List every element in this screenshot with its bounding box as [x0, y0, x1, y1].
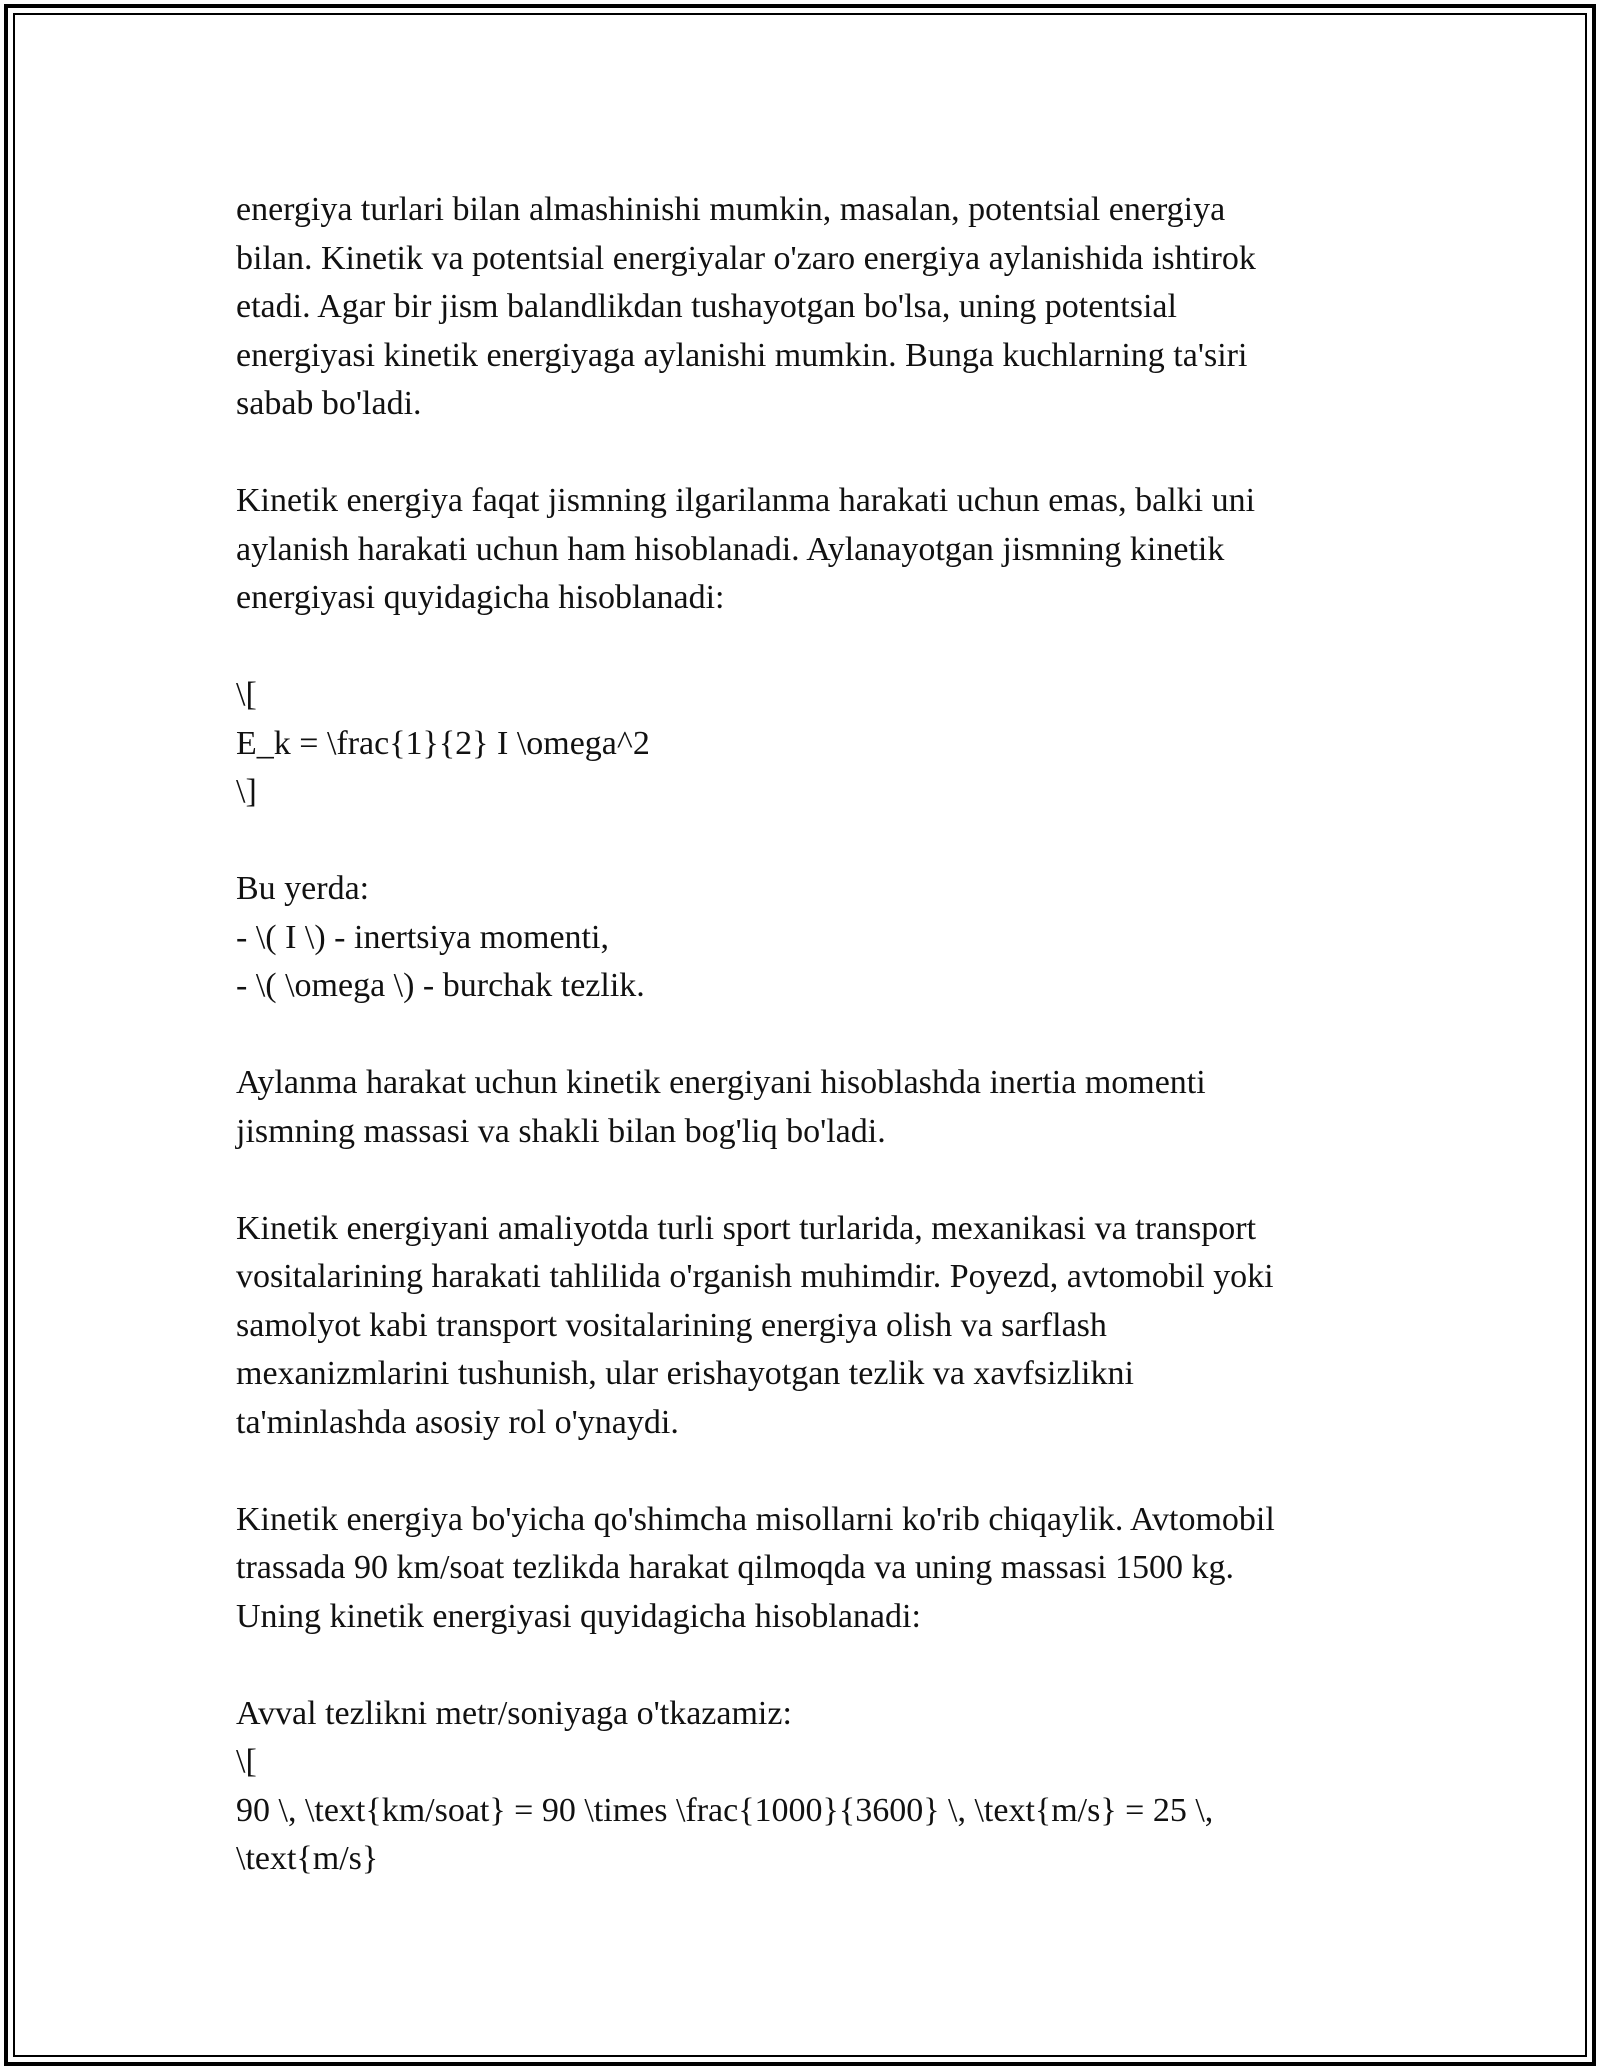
document-body	[236, 186, 1376, 1932]
paragraph-rotational-intro: Kinetik energiya faqat jismning ilgarilanma harakati uchun emas, balki uni aylanish harakati uchun ham hisoblanadi. Aylanayotgan jismning kinetik energiyasi quyidagicha hisoblanadi:	[236, 482, 1256, 616]
paragraph-car-example: Kinetik energiya bo'yicha qo'shimcha misollarni ko'rib chiqaylik. Avtomobil trassada 90 km/soat tezlikda harakat qilmoqda va uning massasi 1500 kg. Uning kinetik energiyasi quyidagicha hisoblanadi:	[236, 1500, 1275, 1635]
formula-rotational-kinetic-energy: \[ E_k = \frac{1}{2} I \omega^2 \]	[236, 676, 650, 810]
paragraph-inertia-moment: Aylanma harakat uchun kinetik energiyani hisoblashda inertia momenti jismning massasi va shakli bilan bog'liq bo'ladi.	[236, 1064, 1206, 1150]
paragraph-practical-applications: Kinetik energiyani amaliyotda turli sport turlarida, mexanikasi va transport vositalarining harakati tahlilida o'rganish muhimdir. Poyezd, avtomobil yoki samolyot kabi transport vositalarining energiya olish va sarflash mexanizmlarini tushunish, ular erishayotgan tezlik va xavfsizlikni ta'minlashda asosiy rol o'ynaydi.	[236, 1209, 1274, 1441]
paragraph-speed-conversion: Avval tezlikni metr/soniyaga o'tkazamiz: \[ 90 \, \text{km/soat} = 90 \times \frac{1000}{3600} \, \text{m/s} = 25 \, \text{m/s}	[236, 1694, 1214, 1877]
paragraph-variable-definitions: Bu yerda: - \( I \) - inertsiya momenti, - \( \omega \) - burchak tezlik.	[236, 870, 645, 1004]
paragraph-energy-exchange: energiya turlari bilan almashinishi mumkin, masalan, potentsial energiya bilan. Kinetik va potentsial energiyalar o'zaro energiya aylanishida ishtirok etadi. Agar bir jism balandlikdan tushayotgan bo'lsa, uning potentsial energiyasi kinetik energiyaga aylanishi mumkin. Bunga kuchlarning ta'siri sabab bo'ladi.	[236, 191, 1256, 422]
